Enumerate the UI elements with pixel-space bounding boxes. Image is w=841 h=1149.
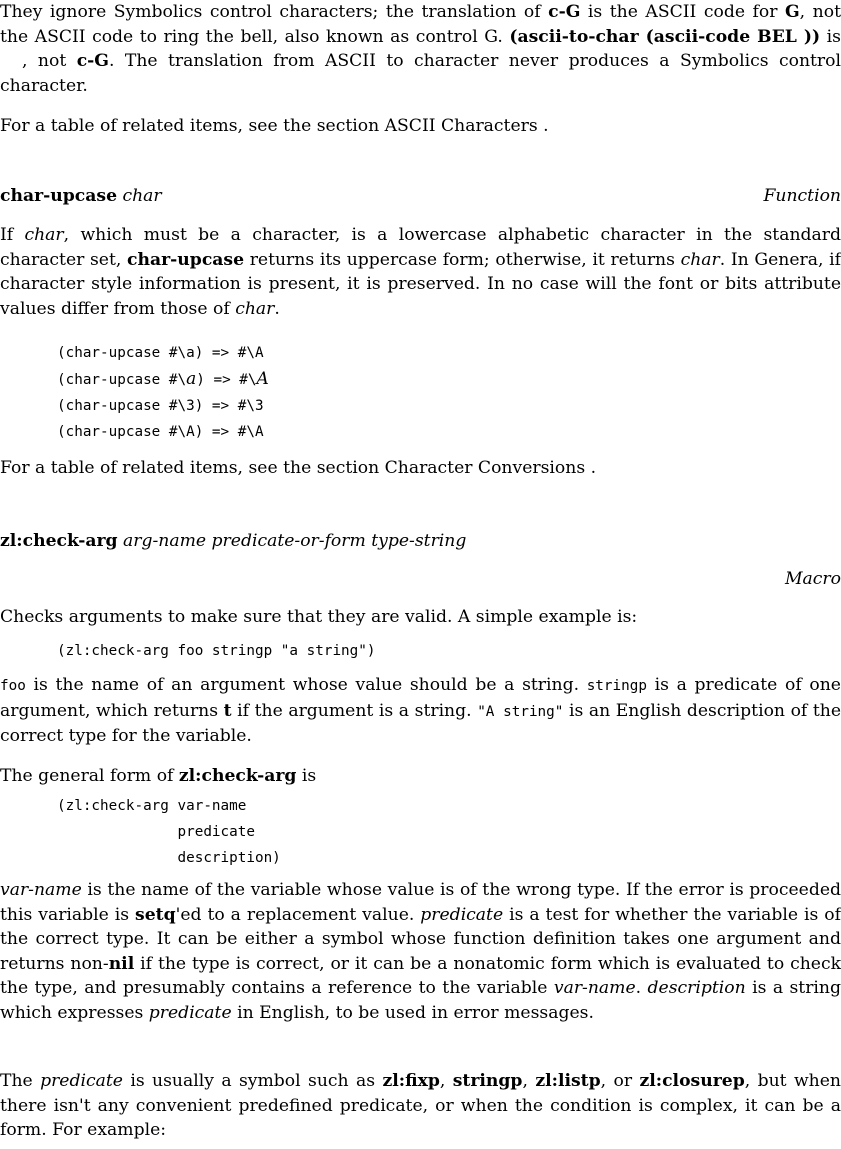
example-line: (char-upcase #\3) => #\3 — [57, 398, 264, 414]
macro-name: zl:check-arg — [0, 531, 118, 551]
code: ) => #\ — [196, 372, 257, 388]
symbol-ref: zl:listp — [535, 1071, 601, 1091]
check-arg-predicate-paragraph — [0, 1069, 841, 1143]
code: "A string" — [477, 703, 564, 720]
arg-ref: var-name — [0, 880, 82, 900]
symbol-ref: zl:fixp — [382, 1071, 440, 1091]
styled-char: A — [256, 369, 269, 389]
text: is — [296, 766, 317, 786]
arg-ref: char — [24, 225, 64, 245]
arg-ref: predicate — [148, 1002, 232, 1023]
text: is — [820, 26, 841, 47]
code: stringp — [586, 678, 647, 694]
text: 'ed to a replacement value. — [175, 904, 421, 925]
text: is a test for whether the variable is of the correct type. It can be either a symbol whose function definition takes one argument and returns non- — [0, 904, 841, 974]
text: , — [439, 1071, 453, 1091]
example-line: (char-upcase #\A) => #\A — [57, 424, 264, 440]
arg-ref: predicate — [420, 904, 504, 925]
text: is a predicate of one argument, which returns — [0, 675, 841, 721]
text: returns its uppercase form; otherwise, it returns — [244, 249, 681, 270]
check-arg-explanation — [0, 673, 841, 749]
macro-args: arg-name predicate-or-form type-string — [123, 531, 467, 551]
text: is the name of an argument whose value should be a string. — [25, 675, 587, 695]
char-upcase-heading — [0, 184, 841, 208]
check-arg-general-form-intro — [0, 764, 841, 789]
text: . In Genera, if character style information is present, it is preserved. In no case will the font or bits attribute values differ from those of — [0, 249, 841, 319]
text: , — [522, 1071, 536, 1091]
char-name: G — [784, 2, 800, 22]
text: , not the ASCII code to ring the bell, also known as control G. — [0, 2, 841, 47]
key-chord: c-G — [76, 51, 109, 71]
text: . The translation from ASCII to character never produces a Symbolics control character. — [0, 51, 841, 96]
form-line: description) — [57, 850, 281, 866]
text: Checks arguments to make sure that they are valid. A simple example is: — [0, 607, 638, 627]
function-ref: char-upcase — [127, 249, 245, 270]
form-line: predicate — [57, 824, 255, 840]
text: if the type is correct, or it can be a nonatomic form which is evaluated to check the type, and presumably contains a reference to the variable — [0, 953, 841, 998]
example-line — [0, 366, 841, 393]
code-expression: (ascii-to-char (ascii-code BEL )) — [509, 26, 821, 47]
text: , or — [600, 1071, 640, 1091]
text: If — [0, 225, 25, 245]
text: . — [635, 978, 648, 998]
arg-ref: char — [680, 249, 720, 270]
text: is a string which expresses — [0, 978, 841, 1023]
char-upcase-description — [0, 223, 841, 321]
see-character-conversions — [0, 456, 841, 481]
styled-char: a — [186, 369, 197, 389]
text: The general form of — [0, 766, 179, 786]
function-name: char-upcase — [0, 186, 118, 206]
code: foo — [0, 678, 26, 694]
see-ascii-characters — [0, 114, 841, 139]
check-arg-heading — [0, 529, 841, 554]
text: , but when there isn't any convenient predefined predicate, or when the condition is complex, it can be a form. For example: — [0, 1071, 841, 1140]
code: (char-upcase #\ — [57, 372, 187, 388]
entry-kind-label: Macro — [784, 569, 841, 589]
check-arg-args-description — [0, 878, 841, 1025]
function-args: char — [122, 186, 162, 206]
macro-ref: zl:check-arg — [178, 766, 297, 786]
entry-kind-label: Function — [763, 186, 841, 206]
text: if the argument is a string. — [231, 700, 478, 721]
arg-ref: description — [647, 978, 746, 998]
text: , which must be a character, is a lowercase alphabetic character in the standard character set, — [0, 225, 841, 270]
arg-ref: var-name — [553, 978, 636, 998]
text: is an English description of the correct type for the variable. — [0, 700, 841, 746]
text: is usually a symbol such as — [122, 1071, 383, 1091]
text: The — [0, 1071, 41, 1091]
symbol-ref: t — [223, 700, 232, 721]
check-arg-example: (zl:check-arg foo stringp "a string") — [57, 643, 376, 659]
key-chord: c-G — [548, 2, 581, 22]
text: in English, to be used in error messages. — [231, 1002, 594, 1023]
text: is the ASCII code for — [580, 2, 785, 22]
text: is the name of the variable whose value is of the wrong type. If the error is proceeded this variable is — [0, 880, 841, 925]
arg-ref: char — [235, 298, 275, 319]
symbol-ref: zl:closurep — [639, 1071, 745, 1091]
example-line: (char-upcase #\a) => #\A — [57, 345, 264, 361]
form-line: (zl:check-arg var-name — [57, 798, 247, 814]
text: . — [274, 298, 280, 319]
symbol-ref: setq — [135, 904, 176, 925]
char-upcase-examples — [0, 340, 841, 445]
cross-reference-link[interactable]: For a table of related items, see the section Character Conversions . — [0, 458, 597, 478]
text: , not — [22, 51, 77, 71]
intro-paragraph — [0, 0, 841, 98]
check-arg-intro — [0, 605, 841, 630]
check-arg-general-form — [0, 793, 281, 871]
check-arg-kind — [785, 567, 841, 592]
symbol-ref: nil — [108, 953, 135, 974]
text: They ignore Symbolics control characters; the translation of — [0, 2, 549, 22]
arg-ref: predicate — [40, 1071, 123, 1091]
cross-reference-link[interactable]: For a table of related items, see the section ASCII Characters . — [0, 116, 549, 136]
symbol-ref: stringp — [452, 1071, 523, 1091]
